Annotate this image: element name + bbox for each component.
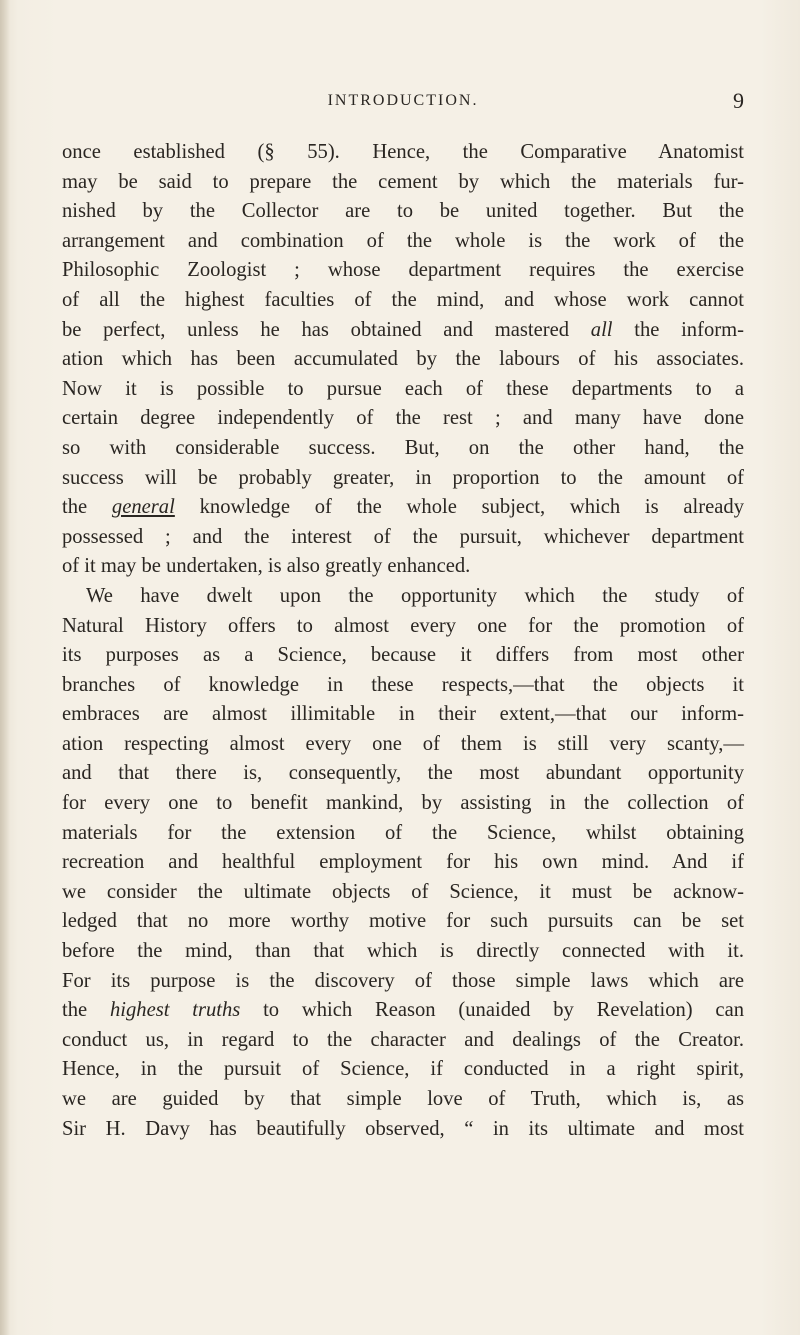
text-line (62, 996, 744, 1026)
text-run: we are guided by that simple love of Truth, which is, as (62, 1088, 744, 1110)
text-run: be perfect, unless he has obtained and mastered (62, 318, 591, 341)
text-line (62, 434, 744, 464)
text-line (62, 1115, 744, 1145)
text-line (62, 1055, 744, 1085)
text-run: success will be probably greater, in proportion to the amount of (62, 466, 744, 489)
text-run: of it may be undertaken, is also greatly enhanced. (62, 555, 471, 578)
text-line (62, 937, 744, 967)
text-run: Now it is possible to pursue each of these departments to a (62, 377, 744, 400)
text-line (62, 967, 744, 997)
text-run: possessed ; and the interest of the pursuit, whichever department (62, 525, 744, 548)
text-run: nished by the Collector are to be united together. But the (62, 200, 744, 223)
text-run: may be said to prepare the cement by which the materials fur- (62, 170, 744, 193)
text-line (62, 1085, 744, 1115)
text-run: for every one to benefit mankind, by assisting in the collection of (62, 792, 744, 815)
emphasis-text: general (111, 496, 175, 519)
text-line (62, 168, 744, 198)
text-line (62, 375, 744, 405)
text-line (62, 848, 744, 878)
text-run: so with considerable success. But, on the other hand, the (62, 436, 744, 459)
text-line (62, 671, 744, 701)
text-line (62, 789, 744, 819)
text-line (62, 819, 744, 849)
text-run: we consider the ultimate objects of Science, it must be acknow- (62, 880, 744, 903)
text-line (62, 316, 744, 346)
text-run: to which Reason (unaided by Revelation) can (240, 999, 745, 1022)
text-run: ation which has been accumulated by the labours of his associates. (62, 348, 744, 371)
running-title: INTRODUCTION. (327, 92, 479, 109)
text-line (62, 138, 744, 168)
text-line (62, 730, 744, 760)
running-head (62, 88, 744, 114)
text-run: of all the highest faculties of the mind, and whose work cannot (62, 288, 744, 311)
text-run: the (62, 999, 110, 1022)
text-line (62, 1026, 744, 1056)
text-run: once established (§ 55). Hence, the Comparative Anatomist (62, 141, 744, 163)
spine-shadow (0, 0, 10, 1335)
emphasis-text: highest truths (109, 999, 241, 1022)
text-line (62, 404, 744, 434)
text-line (62, 227, 744, 257)
text-run: certain degree independently of the rest ; and many have done (62, 407, 744, 430)
text-run: For its purpose is the discovery of those simple laws which are (62, 969, 744, 992)
text-line (62, 464, 744, 494)
text-line (62, 641, 744, 671)
text-run: materials for the extension of the Science, whilst obtaining (62, 821, 744, 844)
text-run: Sir H. Davy has beautifully observed, “ in its ultimate and most (62, 1117, 744, 1140)
text-run: before the mind, than that which is directly connected with it. (62, 940, 744, 963)
text-run: knowledge of the whole subject, which is already (174, 496, 745, 519)
text-line (62, 582, 744, 612)
text-line (62, 286, 744, 316)
emphasis-text: all (590, 318, 613, 341)
text-run: Natural History offers to almost every one for the promotion of (62, 614, 744, 637)
text-run: arrangement and combination of the whole is the work of the (62, 229, 744, 252)
text-run: We have dwelt upon the opportunity which the study of (86, 584, 744, 607)
text-run: conduct us, in regard to the character and dealings of the Creator. (62, 1028, 744, 1051)
text-run: branches of knowledge in these respects,—that the objects it (62, 673, 744, 696)
text-line (62, 612, 744, 642)
body-text (62, 138, 744, 1144)
text-run: the inform- (612, 318, 744, 341)
text-run: and that there is, consequently, the most abundant opportunity (62, 762, 744, 785)
text-line (62, 523, 744, 553)
text-line (62, 907, 744, 937)
text-line (62, 878, 744, 908)
text-line (62, 552, 744, 582)
text-line (62, 345, 744, 375)
text-run: embraces are almost illimitable in their extent,—that our inform- (62, 703, 744, 726)
text-run: Philosophic Zoologist ; whose department requires the exercise (62, 259, 744, 282)
text-run: Hence, in the pursuit of Science, if conducted in a right spirit, (62, 1058, 744, 1081)
page-number: 9 (733, 88, 744, 113)
text-line (62, 700, 744, 730)
text-run: ation respecting almost every one of them is still very scanty,— (62, 732, 744, 755)
text-line (62, 197, 744, 227)
text-run: its purposes as a Science, because it differs from most other (62, 644, 744, 667)
text-run: the (62, 496, 112, 519)
text-line (62, 493, 744, 523)
text-run: recreation and healthful employment for his own mind. And if (62, 851, 744, 874)
text-run: ledged that no more worthy motive for such pursuits can be set (62, 910, 744, 933)
text-line (62, 256, 744, 286)
text-line (62, 759, 744, 789)
